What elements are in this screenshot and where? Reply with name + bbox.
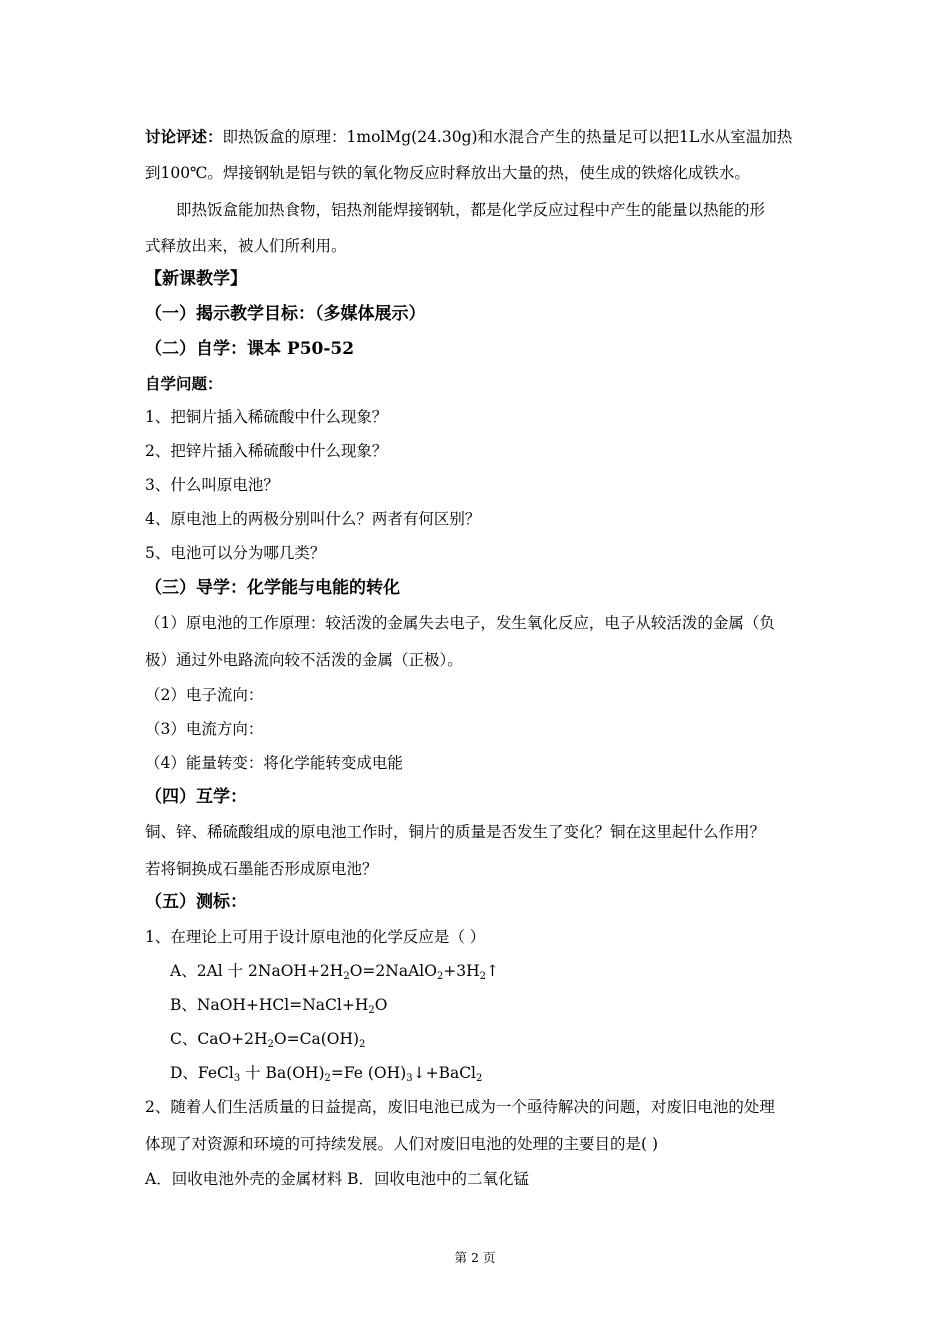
mutual-line-2: 若将铜换成石墨能否形成原电池？ bbox=[145, 860, 378, 878]
test-q2-options: A．回收电池外壳的金属材料 B．回收电池中的二氧化锰 bbox=[145, 1170, 530, 1188]
section-objectives: （一）揭示教学目标：（多媒体展示） bbox=[145, 304, 426, 324]
test-q1-option-d: D、FeCl$_3$ 十 $Ba(OH)_2=Fe$ $(OH)_3↓+BaCl_2$ bbox=[170, 1064, 483, 1084]
test-q1-option-b: B、$NaOH+HCl=NaCl+H_2O$ bbox=[170, 996, 388, 1016]
self-study-q3: 3、什么叫原电池？ bbox=[145, 476, 279, 494]
test-q1-option-c: C、$CaO+2H_2O=Ca(OH)_2$ bbox=[170, 1030, 366, 1050]
discussion-line-1: 讨论评述：即热饭盒的原理：1molMg(24.30g)和水混合产生的热量足可以把1L水从室温加热 bbox=[145, 127, 793, 146]
guide-p4: （4）能量转变：将化学能转变成电能 bbox=[145, 754, 403, 772]
guide-p1-line-2: 极）通过外电路流向较不活泼的金属（正极）。 bbox=[145, 651, 463, 669]
mutual-line-1: 铜、锌、稀硫酸组成的原电池工作时，铜片的质量是否发生了变化？铜在这里起什么作用？ bbox=[145, 823, 766, 841]
heading-new-lesson: 【新课教学】 bbox=[145, 269, 247, 289]
guide-p1-line-1: （1）原电池的工作原理：较活泼的金属失去电子，发生氧化反应，电子从较活泼的金属（负 bbox=[145, 614, 775, 632]
test-q1-option-a: A、2Al 十 $2NaOH+2H_2O=2NaAlO_2+3H_2↑$ bbox=[170, 962, 500, 982]
test-q2-line-1: 2、随着人们生活质量的日益提高，废旧电池已成为一个亟待解决的问题，对废旧电池的处理 bbox=[145, 1098, 775, 1116]
section-guided-study: （三）导学：化学能与电能的转化 bbox=[145, 578, 400, 598]
discussion-line-3: 即热饭盒能加热食物，铝热剂能焊接钢轨，都是化学反应过程中产生的能量以热能的形 bbox=[176, 201, 766, 219]
self-study-q2: 2、把锌片插入稀硫酸中什么现象？ bbox=[145, 442, 388, 460]
self-study-q1: 1、把铜片插入稀硫酸中什么现象？ bbox=[145, 408, 388, 426]
test-q2-line-2: 体现了对资源和环境的可持续发展。人们对废旧电池的处理的主要目的是( ) bbox=[145, 1135, 659, 1153]
discussion-line-2: 到100℃。焊接钢轨是铝与铁的氧化物反应时释放出大量的热，使生成的铁熔化成铁水。 bbox=[145, 164, 750, 182]
self-study-title: 自学问题： bbox=[145, 374, 223, 393]
section-test: （五）测标： bbox=[145, 892, 247, 912]
test-q1: 1、在理论上可用于设计原电池的化学反应是（ ） bbox=[145, 928, 486, 946]
section-mutual-study: （四）互学： bbox=[145, 787, 247, 807]
self-study-q4: 4、原电池上的两极分别叫什么？两者有何区别？ bbox=[145, 510, 481, 528]
self-study-q5: 5、电池可以分为哪几类？ bbox=[145, 544, 326, 562]
guide-p2: （2）电子流向： bbox=[145, 686, 264, 704]
discussion-line-4: 式释放出来，被人们所利用。 bbox=[145, 237, 347, 255]
guide-p3: （3）电流方向： bbox=[145, 720, 264, 738]
section-self-study: （二）自学：课本 P50-52 bbox=[145, 339, 355, 359]
discussion-label: 讨论评述： bbox=[145, 127, 223, 146]
page-footer: 第 2 页 bbox=[454, 1250, 496, 1265]
